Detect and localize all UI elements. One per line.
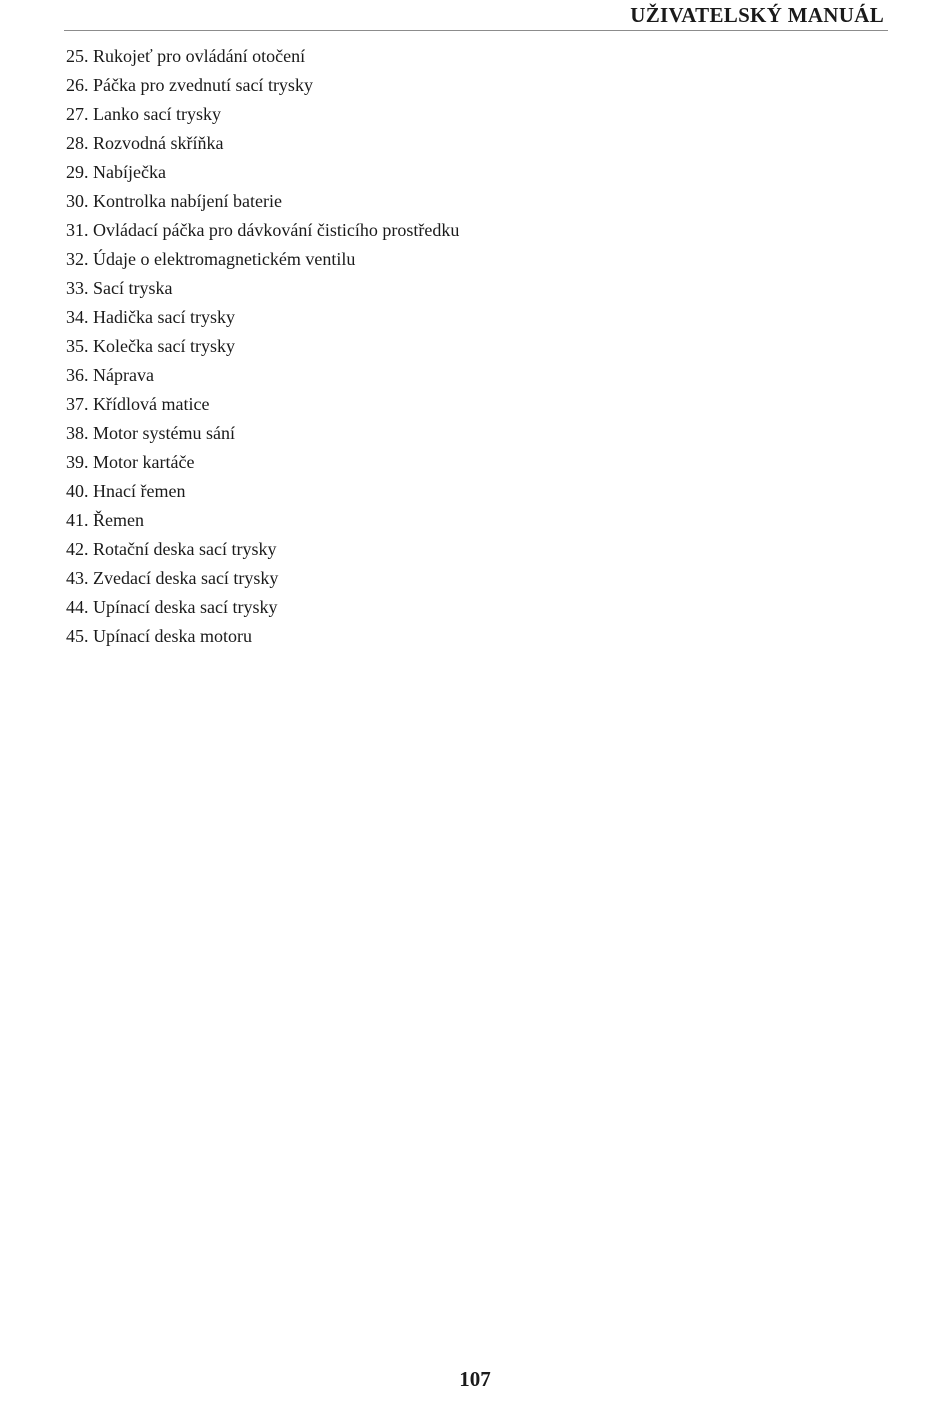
list-item (66, 245, 459, 274)
list-item (66, 274, 459, 303)
list-item-label: Rukojeť pro ovládání otočení (93, 46, 306, 66)
list-item-number: 43. (66, 568, 89, 588)
list-item (66, 390, 459, 419)
list-item (66, 535, 459, 564)
list-item (66, 332, 459, 361)
list-item-number: 45. (66, 626, 89, 646)
list-item-number: 33. (66, 278, 89, 298)
list-item-number: 26. (66, 75, 89, 95)
parts-list (66, 42, 459, 651)
list-item-label: Údaje o elektromagnetickém ventilu (93, 249, 356, 269)
list-item-number: 38. (66, 423, 89, 443)
list-item-label: Hnací řemen (93, 481, 186, 501)
list-item-label: Páčka pro zvednutí sací trysky (93, 75, 313, 95)
list-item-number: 27. (66, 104, 89, 124)
list-item-number: 30. (66, 191, 89, 211)
list-item-number: 31. (66, 220, 89, 240)
list-item (66, 448, 459, 477)
list-item-label: Rotační deska sací trysky (93, 539, 277, 559)
list-item (66, 158, 459, 187)
list-item-label: Rozvodná skříňka (93, 133, 224, 153)
list-item-number: 39. (66, 452, 89, 472)
list-item (66, 564, 459, 593)
list-item-number: 28. (66, 133, 89, 153)
list-item (66, 216, 459, 245)
list-item-label: Řemen (93, 510, 144, 530)
list-item-label: Motor kartáče (93, 452, 195, 472)
page-number: 107 (459, 1367, 491, 1391)
list-item-number: 42. (66, 539, 89, 559)
list-item-label: Zvedací deska sací trysky (93, 568, 279, 588)
list-item-number: 36. (66, 365, 89, 385)
page-header (64, 0, 888, 31)
list-item-label: Kontrolka nabíjení baterie (93, 191, 282, 211)
list-item-number: 25. (66, 46, 89, 66)
list-item-number: 29. (66, 162, 89, 182)
list-item-number: 41. (66, 510, 89, 530)
list-item-label: Upínací deska motoru (93, 626, 252, 646)
list-item-number: 34. (66, 307, 89, 327)
list-item (66, 42, 459, 71)
list-item-label: Kolečka sací trysky (93, 336, 235, 356)
list-item (66, 477, 459, 506)
list-item-label: Motor systému sání (93, 423, 235, 443)
list-item (66, 622, 459, 651)
list-item-number: 37. (66, 394, 89, 414)
list-item (66, 100, 459, 129)
list-item-label: Hadička sací trysky (93, 307, 235, 327)
list-item-label: Náprava (93, 365, 154, 385)
list-item-number: 44. (66, 597, 89, 617)
list-item-label: Sací tryska (93, 278, 173, 298)
list-item (66, 419, 459, 448)
list-item (66, 187, 459, 216)
list-item-number: 40. (66, 481, 89, 501)
list-item (66, 593, 459, 622)
list-item (66, 361, 459, 390)
list-item-number: 35. (66, 336, 89, 356)
list-item (66, 506, 459, 535)
list-item (66, 71, 459, 100)
list-item (66, 129, 459, 158)
list-item (66, 303, 459, 332)
header-title: UŽIVATELSKÝ MANUÁL (630, 3, 884, 27)
list-item-label: Ovládací páčka pro dávkování čisticího prostředku (93, 220, 460, 240)
list-item-label: Křídlová matice (93, 394, 210, 414)
list-item-number: 32. (66, 249, 89, 269)
list-item-label: Lanko sací trysky (93, 104, 221, 124)
list-item-label: Nabíječka (93, 162, 166, 182)
list-item-label: Upínací deska sací trysky (93, 597, 278, 617)
